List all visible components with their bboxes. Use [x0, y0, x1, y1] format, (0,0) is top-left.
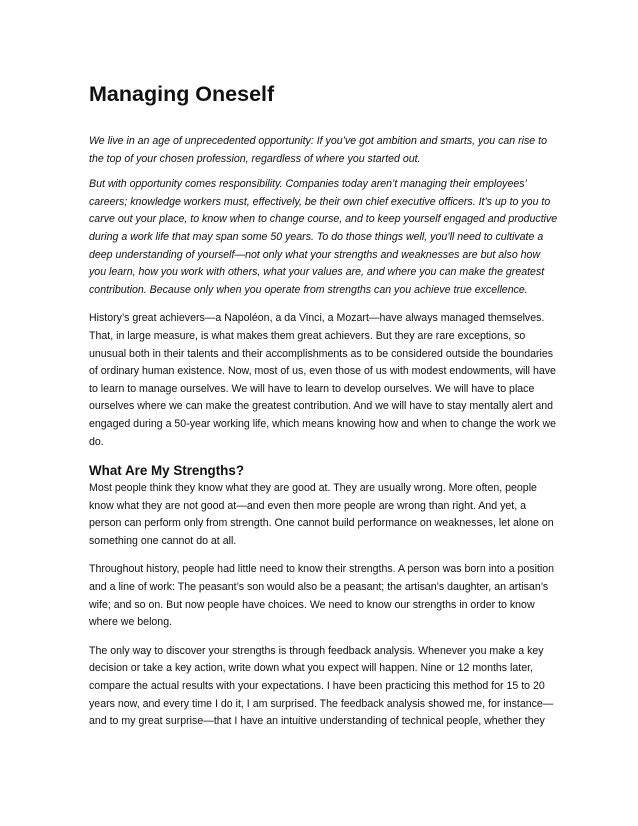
text-line: where we belong. [89, 616, 173, 629]
text-line: person can perform only from strength. One cannot build performance on weaknesses, let alone on [89, 517, 554, 530]
strengths-paragraph-2 [89, 561, 559, 631]
text-line: We live in an age of unprecedented opportunity: If you’ve got ambition and smarts, you can rise to [89, 135, 547, 147]
text-line: Throughout history, people had little need to know their strengths. A person was born into a position [89, 563, 555, 576]
text-line: during a work life that may span some 50 years. To do those things well, you’ll need to cultivate a [89, 230, 544, 243]
strengths-paragraph-3 [89, 643, 559, 731]
text-line: something one cannot do at all. [89, 534, 237, 547]
text-line: do. [89, 435, 104, 448]
text-line: Most people think they know what they are good at. They are usually wrong. More often, people [89, 482, 537, 495]
text-line: That, in large measure, is what makes them great achievers. But they are rare exceptions, so [89, 329, 526, 342]
section-heading: What Are My Strengths? [89, 463, 244, 479]
text-line: carve out your place, to know when to change course, and to keep yourself engaged and productive [89, 213, 558, 226]
text-line: History’s great achievers—a Napoléon, a da Vinci, a Mozart—have always managed themselves. [89, 312, 545, 325]
text-line: wife; and so on. But now people have choices. We need to know our strengths in order to know [89, 598, 535, 611]
text-line: know what they are not good at—and even then more people are wrong than right. And yet, a [89, 499, 526, 512]
text-line: The only way to discover your strengths is through feedback analysis. Whenever you make a key [89, 644, 544, 657]
text-line: and a line of work: The peasant’s son would also be a peasant; the artisan’s daughter, an artisan’s [89, 581, 549, 594]
text-line: deep understanding of yourself—not only what your strengths and weaknesses are but also how [89, 248, 541, 261]
text-line: But with opportunity comes responsibility. Companies today aren’t managing their employees’ [89, 178, 527, 191]
text-line: to learn to manage ourselves. We will have to learn to develop ourselves. We will have to place [89, 382, 535, 395]
text-line: the top of your chosen profession, regardless of where you started out. [89, 152, 421, 165]
page-title: Managing Oneself [89, 82, 275, 106]
text-line: compare the actual results with your expectations. I have been practicing this method for 15 to 20 [89, 680, 545, 693]
text-line: contribution. Because only when you operate from strengths can you achieve true excellence. [89, 283, 528, 296]
text-line: ourselves where we can make the greatest contribution. And we will have to stay mentally alert and [89, 400, 554, 413]
intro-paragraph [89, 133, 559, 168]
text-line: years now, and every time I do it, I am surprised. The feedback analysis showed me, for instance— [89, 697, 554, 710]
document-body [89, 80, 559, 731]
responsibility-paragraph [89, 176, 559, 299]
text-line: you learn, how you work with others, what your values are, and where you can make the greatest [89, 266, 545, 279]
strengths-paragraph-1 [89, 480, 559, 550]
text-line: of ordinary human existence. Now, most of us, even those of us with modest endowments, will have [89, 365, 556, 378]
achievers-paragraph [89, 310, 559, 451]
text-line: engaged during a 50-year working life, which means knowing how and when to change the work we [89, 417, 556, 430]
text-line: unusual both in their talents and their accomplishments as to be considered outside the boundaries [89, 347, 554, 360]
text-line: decision or take a key action, write down what you expect will happen. Nine or 12 months later, [89, 662, 534, 675]
text-line: and to my great surprise—that I have an intuitive understanding of technical people, whether they [89, 715, 545, 728]
text-line: careers; knowledge workers must, effectively, be their own chief executive officers. It’s up to you to [89, 195, 551, 208]
